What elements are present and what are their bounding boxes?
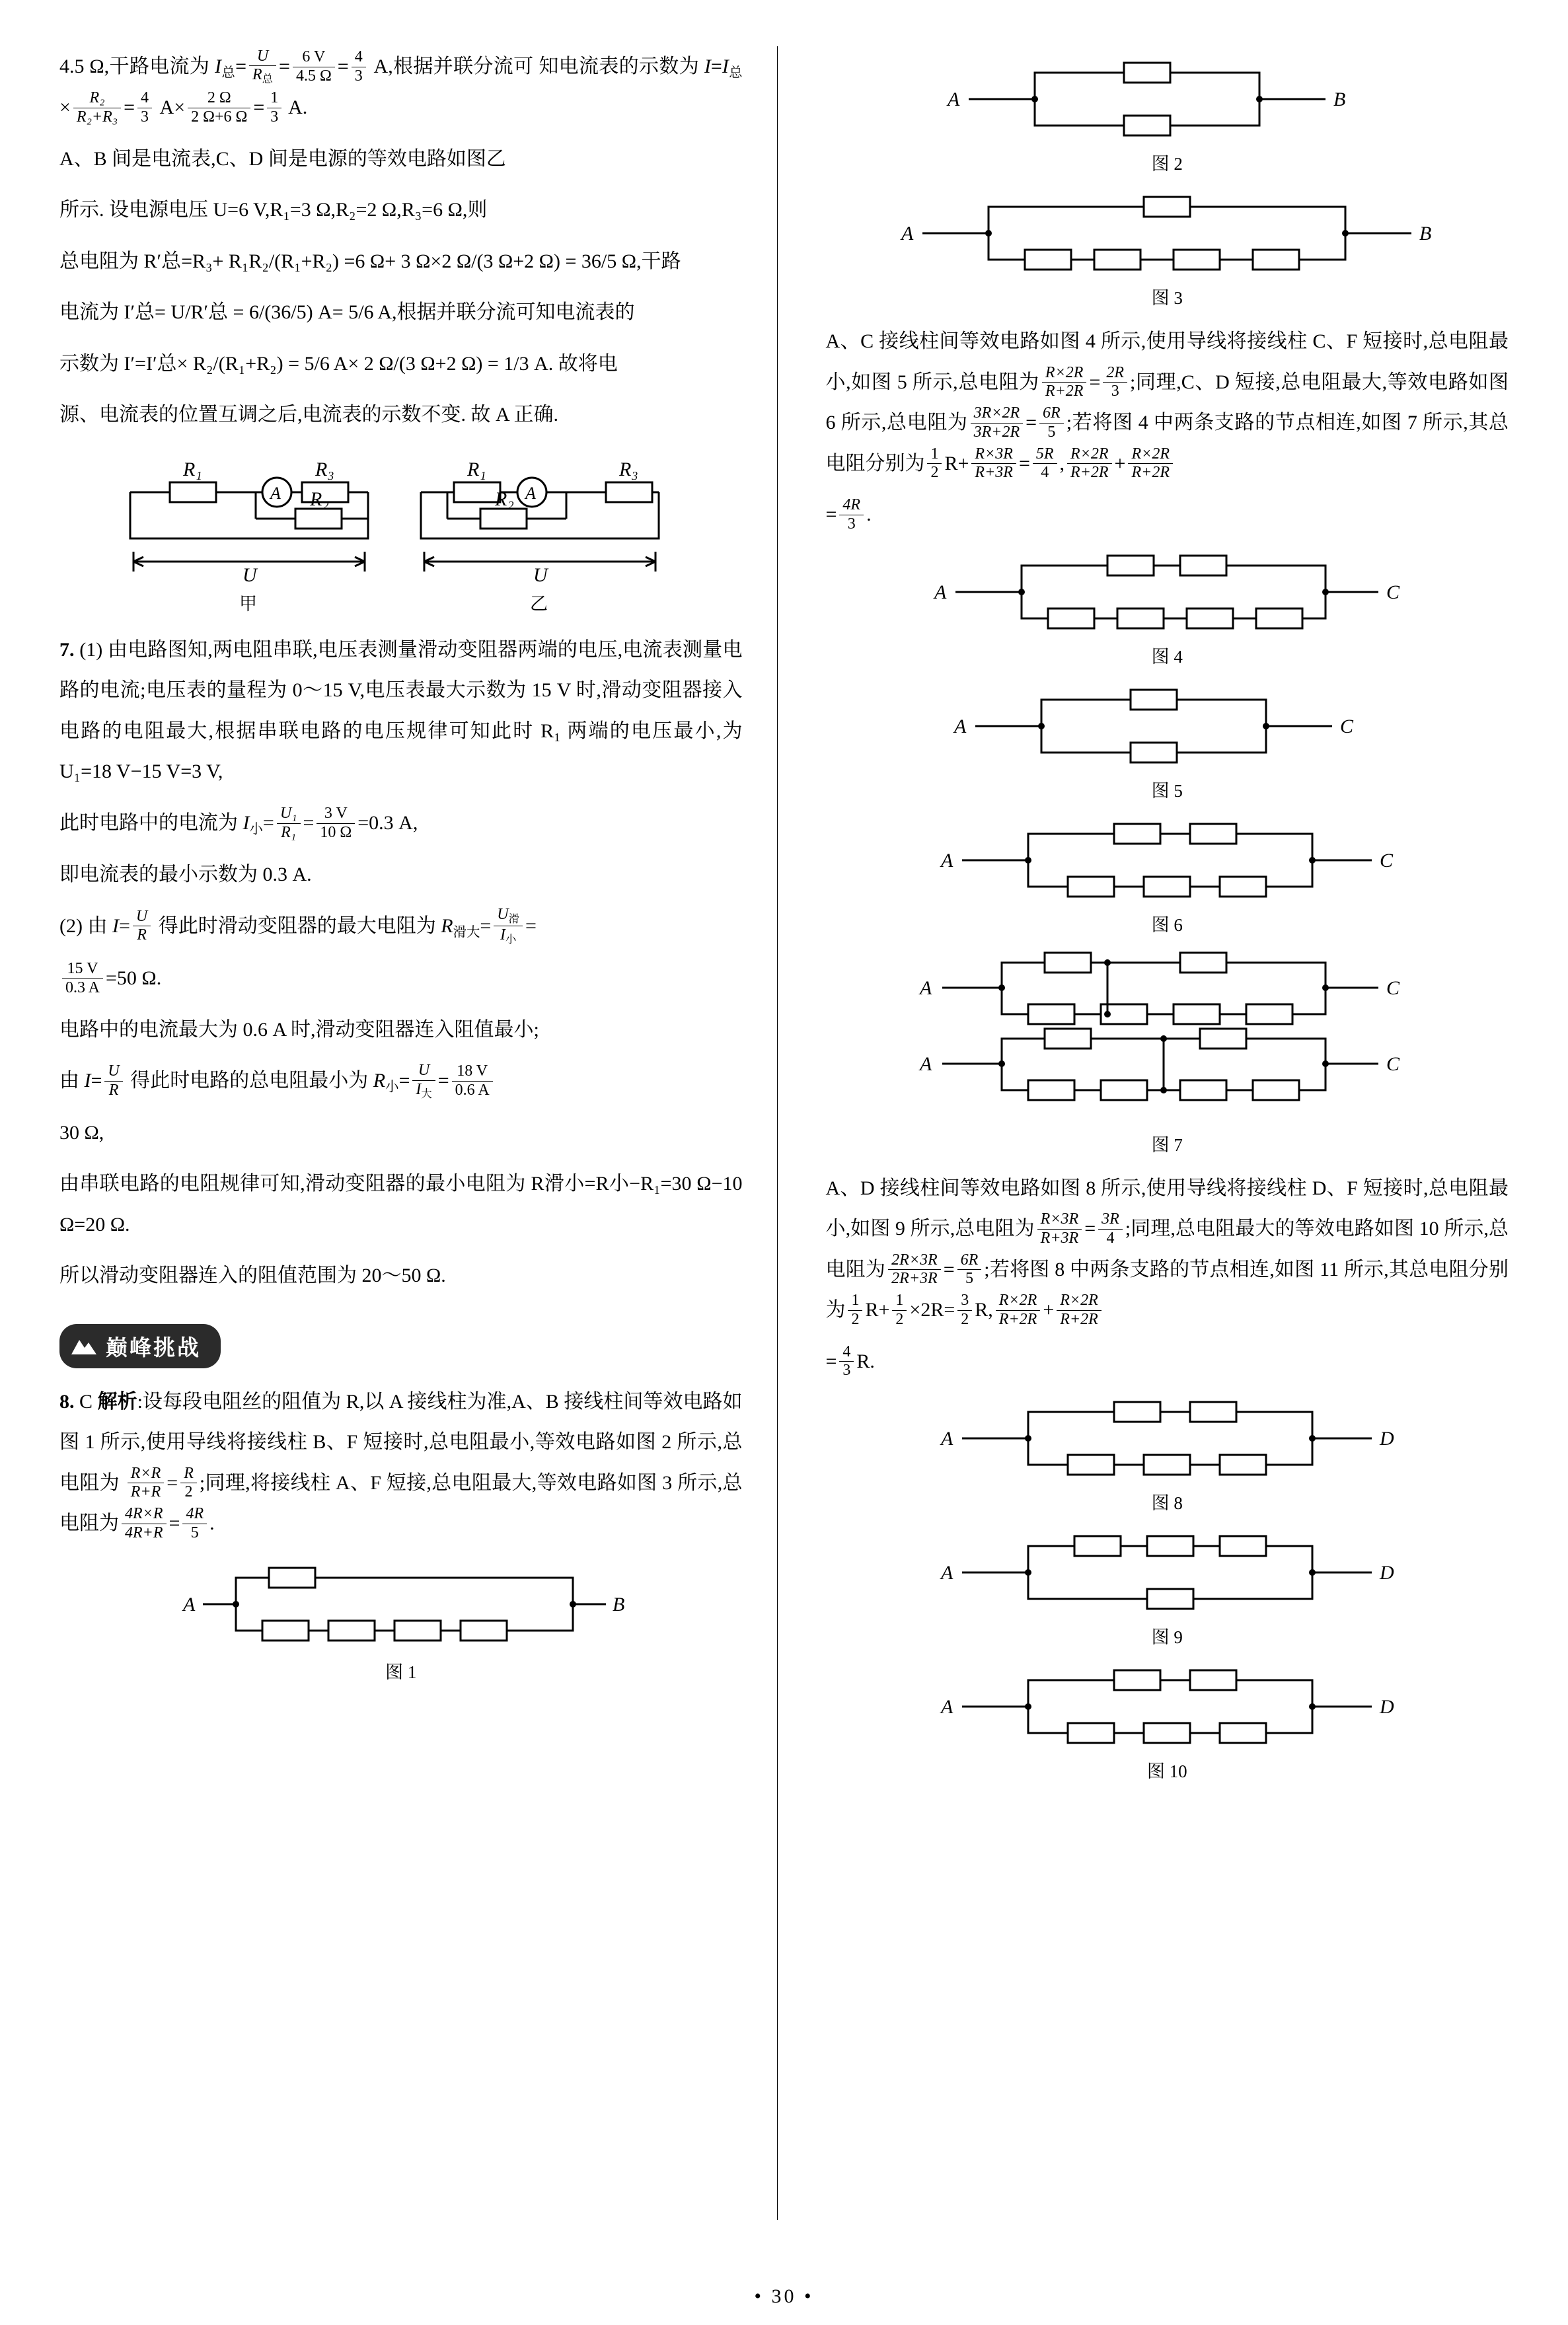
denominator: 2 — [930, 464, 939, 482]
text-fragment: ;同理,总电阻最大的等效电路如图 10 所示,总电阻为 — [825, 1218, 1509, 1280]
numerator: U — [418, 1062, 430, 1080]
fraction — [122, 1505, 167, 1542]
numerator: 4 — [352, 48, 366, 67]
numerator: 2R×3R — [891, 1251, 938, 1269]
numerator: 4R — [186, 1505, 204, 1523]
text-fragment: A× — [155, 96, 186, 119]
denominator: 3 — [141, 108, 149, 126]
paragraph-line-3: 总电阻为 R′总=R₃+ R₁R₂/(R₁+R₂) =6 Ω+ 3 Ω×2 Ω/(3 Ω+2 Ω) = 36/5 Ω,干路 — [59, 250, 681, 272]
symbol-I: I — [704, 55, 711, 77]
numerator: 3 V — [317, 805, 355, 824]
times: × — [59, 96, 71, 119]
fraction — [927, 445, 942, 482]
numerator: 4 — [137, 89, 152, 108]
numerator: U — [135, 907, 148, 925]
fraction — [188, 89, 250, 126]
denominator: 3 — [847, 515, 856, 533]
denominator: 5 — [190, 1524, 199, 1541]
numerator: U — [256, 47, 269, 65]
symbol-R: R — [373, 1070, 386, 1092]
numerator: 5R — [1035, 445, 1054, 462]
figure-9-right-terminal: D — [1380, 1562, 1394, 1584]
fraction — [839, 1343, 854, 1380]
equals: = — [710, 55, 722, 77]
question-7-part2 — [59, 906, 743, 948]
equals: = — [337, 55, 349, 77]
figure-5-caption: 图 5 — [1151, 780, 1183, 801]
figure-4-left-terminal: A — [934, 581, 947, 603]
figure-7a-left-terminal: A — [920, 977, 932, 999]
denominator: I — [500, 926, 505, 944]
equals: = — [167, 1471, 178, 1494]
ammeter-symbol-yi: A — [525, 483, 536, 503]
mountain-icon — [70, 1336, 98, 1356]
analysis-text-3: . — [209, 1512, 215, 1535]
fraction — [494, 906, 523, 946]
denominator: R+2R — [1045, 383, 1084, 400]
symbol-I: I — [215, 55, 222, 77]
paragraph-6-continued — [59, 46, 743, 128]
question-7-line2 — [59, 803, 743, 844]
figure-7a-right-terminal: C — [1386, 977, 1400, 999]
figure-3 — [825, 187, 1509, 309]
text-fragment: =0.3 A, — [357, 811, 418, 834]
numerator: 6R — [960, 1251, 979, 1269]
two-column-body — [59, 46, 1509, 2227]
label-R3-yi: R₃ — [618, 458, 638, 480]
text-fragment: ;若将图 8 中两条支路的节点相连,如图 11 所示,其总电阻分别为 — [825, 1258, 1509, 1321]
figure-2-caption: 图 2 — [1151, 154, 1183, 174]
subscript: 大 — [421, 1087, 432, 1100]
equals: = — [262, 811, 274, 834]
figure-7b-left-terminal: A — [920, 1052, 932, 1075]
paragraph-line-1: A、B 间是电流表,C、D 间是电源的等效电路如图乙 — [59, 147, 506, 170]
symbol-R: R — [441, 914, 453, 937]
text-fragment: A,根据并联分流可 — [368, 55, 534, 77]
paragraph-line-4: 电流为 I′总= U/R′总 = 6/(36/5) A= 5/6 A,根据并联分流可知电流表的 — [59, 301, 635, 324]
figure-3-left-terminal: A — [901, 223, 914, 244]
numerator: 2R — [1106, 363, 1125, 381]
figure-7b-right-terminal: C — [1386, 1052, 1400, 1075]
fraction — [104, 1062, 122, 1099]
figure-10-caption: 图 10 — [1146, 1761, 1187, 1781]
figure-9 — [825, 1526, 1509, 1648]
label-U-yi: U — [533, 564, 548, 586]
equals: = — [943, 1258, 955, 1280]
denominator: 2 — [895, 1310, 904, 1328]
numerator: R×3R — [1040, 1210, 1079, 1228]
paragraph-line-5: 示数为 I′=I′总× R₂/(R₁+R₂) = 5/6 A× 2 Ω/(3 Ω+2 Ω) = 1/3 A. 故将电 — [59, 352, 618, 375]
numerator: 6R — [1043, 404, 1061, 422]
question-8-analysis — [59, 1382, 743, 1544]
numerator: 4 — [839, 1343, 854, 1362]
fraction — [1039, 404, 1064, 441]
text-fragment: 得此时电路的总电阻最小为 — [125, 1070, 373, 1092]
column-divider — [777, 46, 778, 2220]
figure-3-caption: 图 3 — [1151, 288, 1183, 308]
figure-1 — [59, 1555, 743, 1683]
fraction — [839, 496, 864, 533]
figure-6 — [825, 814, 1509, 936]
equals: = — [437, 1070, 449, 1092]
subscript: 小 — [385, 1080, 399, 1095]
figure-6-caption: 图 6 — [1151, 914, 1183, 935]
text-fragment: 得此时滑动变阻器的最大电阻为 — [153, 914, 441, 937]
denominator: 5 — [965, 1270, 973, 1288]
figure-5 — [825, 680, 1509, 802]
question-7-line5: 电路中的电流最大为 0.6 A 时,滑动变阻器连入阻值最小; — [59, 1018, 539, 1041]
text-fragment: R+ — [865, 1299, 890, 1321]
denominator: R+R — [130, 1483, 161, 1501]
fraction — [180, 1465, 197, 1502]
fraction — [62, 960, 103, 997]
fraction — [1128, 445, 1173, 482]
equals: = — [91, 1070, 102, 1092]
equals: = — [118, 914, 130, 937]
fraction — [133, 908, 151, 945]
fraction — [1098, 1210, 1123, 1247]
fraction — [848, 1292, 862, 1329]
subscript: 滑 — [508, 912, 519, 926]
figure-1-right-terminal: B — [612, 1593, 625, 1615]
equals: = — [1084, 1218, 1096, 1239]
figure-label-yi: 乙 — [529, 593, 548, 614]
fraction — [73, 89, 121, 126]
numerator: R×2R — [1045, 363, 1084, 381]
denominator: 3 — [1111, 383, 1119, 400]
text-fragment: ;同理,C、D 短接,总电阻最大,等效电路如图 6 所示,总电阻为 — [825, 371, 1509, 433]
fraction — [996, 1292, 1041, 1329]
numerator: 4R — [842, 496, 861, 514]
denominator: 4.5 Ω — [295, 67, 332, 85]
subscript: 总 — [262, 73, 274, 86]
denominator: R+2R — [998, 1310, 1037, 1328]
figure-2-left-terminal: A — [948, 89, 960, 110]
fraction — [267, 89, 281, 126]
equals: = — [825, 503, 837, 525]
figure-10-right-terminal: D — [1380, 1696, 1394, 1718]
denominator: R — [137, 926, 147, 944]
denominator: 10 Ω — [320, 823, 352, 841]
numerator: R×2R — [998, 1292, 1037, 1310]
period: . — [866, 503, 872, 525]
figure-2-right-terminal: B — [1333, 89, 1346, 110]
figure-10-left-terminal: A — [941, 1696, 953, 1718]
numerator: 1 — [848, 1292, 862, 1311]
fraction — [1033, 445, 1057, 482]
question-7-line9: 所以滑动变阻器连入的阻值范围为 20～50 Ω. — [59, 1265, 446, 1287]
fraction — [1037, 1210, 1082, 1247]
numerator: R×3R — [975, 445, 1013, 462]
equals: = — [1089, 371, 1101, 393]
equals: = — [398, 1070, 410, 1092]
subscript: 总 — [221, 65, 236, 81]
numerator: R₂ — [89, 89, 105, 107]
figure-label-jia: 甲 — [239, 593, 257, 614]
numerator: U — [497, 906, 509, 924]
paragraph-AC — [825, 321, 1509, 484]
figure-4-right-terminal: C — [1386, 581, 1400, 603]
question-number: 8. — [59, 1390, 75, 1413]
equals: = — [235, 55, 247, 77]
analysis-text: :设每段电阻丝的阻值为 R,以 A 接线柱为准,A、B 接线柱间等效电路如图 1 所示,使用导线将接线柱 B、F 短接时,总电阻最小,等效电路如图 2 所示,总电阻为 — [59, 1390, 743, 1494]
text-fragment: 此时电路中的电流为 — [59, 811, 243, 834]
denominator: 2 — [961, 1310, 969, 1328]
text-fragment: ×2R= — [909, 1299, 955, 1321]
denominator: I — [416, 1080, 422, 1098]
numerator: 3R×2R — [973, 404, 1020, 422]
denominator: 0.6 A — [455, 1081, 490, 1099]
subscript: 滑大 — [453, 925, 480, 940]
fraction — [293, 48, 335, 85]
question-number: 7. — [59, 638, 75, 661]
fraction — [452, 1062, 493, 1099]
label-R2: R₂ — [309, 488, 329, 510]
text-fragment: =50 Ω. — [106, 967, 162, 990]
fraction — [1067, 445, 1112, 482]
label-R2-yi: R₂ — [494, 488, 514, 510]
subscript: 小 — [249, 822, 263, 837]
label-R3: R₃ — [315, 458, 334, 480]
fraction — [317, 805, 355, 842]
fraction — [1103, 364, 1127, 401]
numerator: R×2R — [1070, 445, 1109, 462]
equals: = — [1018, 452, 1030, 474]
paragraph-line-6: 源、电流表的位置互调之后,电流表的示数不变. 故 A 正确. — [59, 404, 559, 426]
denominator: 4R+R — [125, 1524, 163, 1541]
denominator: R+2R — [1131, 464, 1170, 482]
numerator: R×2R — [1060, 1292, 1098, 1310]
denominator: 3 — [270, 108, 279, 126]
text-fragment: R. — [856, 1350, 875, 1372]
numerator: 1 — [927, 445, 942, 464]
denominator: R — [252, 66, 262, 84]
page-number: • 30 • — [754, 2285, 814, 2307]
fraction — [352, 48, 366, 85]
section-badge-peak-challenge — [59, 1324, 221, 1368]
numerator: U — [108, 1062, 120, 1080]
denominator: 3 — [842, 1362, 851, 1380]
figure-9-left-terminal: A — [941, 1562, 953, 1584]
denominator: 2 — [184, 1483, 193, 1501]
paragraph-AD-tail — [825, 1341, 1509, 1382]
label-U-jia: U — [242, 564, 257, 586]
equals: = — [303, 811, 315, 834]
question-7-line7: 30 Ω, — [59, 1121, 104, 1144]
denominator: 4 — [1106, 1229, 1115, 1247]
fraction — [888, 1251, 941, 1288]
denominator: 2 Ω+6 Ω — [191, 108, 248, 126]
equals: = — [825, 1350, 837, 1372]
equals: = — [1026, 412, 1037, 433]
figure-8-left-terminal: A — [941, 1428, 953, 1450]
answer-letter: C — [79, 1390, 93, 1413]
equals: = — [124, 96, 135, 119]
fraction — [971, 445, 1016, 482]
figure-5-left-terminal: A — [954, 715, 967, 737]
text-fragment: A、C 接线柱间等效电路如图 4 所示,使用导线将接线柱 C、F 短接时,总电阻最小,如图 5 所示,总电阻为 — [825, 330, 1509, 393]
figure-1-caption: 图 1 — [385, 1662, 417, 1682]
text-fragment: (2) 由 — [59, 914, 112, 937]
figure-6-left-terminal: A — [941, 849, 953, 871]
denominator: 0.3 A — [65, 978, 100, 996]
fraction — [892, 1292, 907, 1329]
denominator: R₂+R₃ — [76, 108, 118, 126]
numerator: 6 V — [293, 48, 335, 67]
fraction — [971, 404, 1024, 441]
denominator: R — [108, 1081, 119, 1099]
numerator: 1 — [267, 89, 281, 108]
numerator: 3R — [1101, 1210, 1119, 1228]
question-7-line6 — [59, 1060, 743, 1101]
denominator: R+3R — [975, 464, 1013, 482]
numerator: R×R — [130, 1464, 161, 1482]
text-fragment: R, — [975, 1299, 993, 1321]
figure-10 — [825, 1660, 1509, 1783]
question-7-line8: 由串联电路的电阻规律可知,滑动变阻器的最小电阻为 R滑小=R小−R₁=30 Ω−10 Ω=20 Ω. — [59, 1173, 743, 1236]
figure-4-caption: 图 4 — [1151, 646, 1183, 667]
figure-8-caption: 图 8 — [1151, 1493, 1183, 1513]
denominator: 2R+3R — [891, 1270, 938, 1288]
paragraph-line-2: 所示. 设电源电压 U=6 V,R₁=3 Ω,R₂=2 Ω,R₃=6 Ω,则 — [59, 199, 488, 221]
numerator: 15 V — [62, 960, 103, 979]
subscript: 小 — [505, 933, 517, 946]
equals: = — [525, 914, 537, 937]
fraction — [412, 1062, 435, 1101]
question-7-text: (1) 由电路图知,两电阻串联,电压表测量滑动变阻器两端的电压,电流表测量电路的电流;电压表的量程为 0～15 V,电压表最大示数为 15 V 时,滑动变阻器接入电路的电阻最大,根据串联电路的电压规律可知此时 R₁ 两端的电压最小,为 U₁=18 V−15 V=3 V, — [59, 638, 743, 783]
figure-2 — [825, 53, 1509, 175]
numerator: R×2R — [1131, 445, 1170, 462]
fraction — [182, 1505, 207, 1542]
numerator: 18 V — [452, 1062, 493, 1082]
text-fragment: ;若将图 4 中两条支路的节点相连,如图 7 所示,其总电阻分别为 — [825, 412, 1509, 474]
plus: + — [1043, 1299, 1055, 1321]
text-fragment: , — [1059, 452, 1065, 474]
subscript: 总 — [728, 65, 743, 81]
numerator: 4R×R — [125, 1505, 163, 1523]
denominator: 3 — [354, 67, 363, 85]
paragraph-AD — [825, 1168, 1509, 1331]
fraction — [957, 1292, 972, 1329]
text-fragment: 知电流表的示数为 — [539, 55, 704, 77]
figure-7 — [825, 948, 1509, 1156]
paragraph-AC-tail — [825, 494, 1509, 535]
text-fragment: A、D 接线柱间等效电路如图 8 所示,使用导线将接线柱 D、F 短接时,总电阻最小,如图 9 所示,总电阻为 — [825, 1177, 1509, 1239]
numerator: R — [184, 1464, 194, 1482]
figure-6-right-terminal: C — [1380, 849, 1394, 871]
denominator: R+3R — [1040, 1229, 1079, 1247]
figure-4 — [825, 546, 1509, 668]
badge-label: 巅峰挑战 — [106, 1335, 201, 1360]
symbol-I: I — [243, 811, 250, 834]
numerator: U₁ — [280, 804, 297, 822]
fraction — [277, 805, 301, 842]
analysis-text-2: ;同理,将接线柱 A、F 短接,总电阻最大,等效电路如图 3 所示,总电阻为 — [59, 1471, 743, 1535]
right-column — [786, 46, 1509, 2227]
text-fragment: 4.5 Ω,干路电流为 — [59, 55, 215, 77]
text-fragment: 由 — [59, 1070, 85, 1092]
figure-8 — [825, 1392, 1509, 1514]
fraction — [249, 48, 276, 87]
equals: = — [253, 96, 265, 119]
text-fragment: A. — [284, 96, 308, 119]
figure-3-right-terminal: B — [1419, 223, 1432, 244]
denominator: R+2R — [1070, 464, 1109, 482]
question-7-part2-cont — [59, 958, 743, 999]
denominator: 5 — [1047, 423, 1056, 441]
fraction — [128, 1465, 165, 1502]
left-column — [59, 46, 769, 2227]
numerator: 2 Ω — [188, 89, 250, 108]
text-fragment: R+ — [944, 452, 969, 474]
equals: = — [168, 1512, 180, 1535]
symbol-I: I — [84, 1070, 91, 1092]
analysis-label: 解析 — [97, 1390, 137, 1413]
fraction — [1057, 1292, 1101, 1329]
numerator: 3 — [957, 1292, 972, 1311]
figure-7-caption: 图 7 — [1151, 1134, 1183, 1155]
ammeter-symbol: A — [270, 483, 281, 503]
numerator: 1 — [892, 1292, 907, 1311]
denominator: R₁ — [281, 823, 297, 841]
figure-jia-yi — [59, 446, 743, 618]
label-R1-yi: R₁ — [467, 458, 486, 480]
fraction — [137, 89, 152, 126]
symbol-I: I — [722, 55, 729, 77]
question-7-line3: 即电流表的最小示数为 0.3 A. — [59, 864, 312, 886]
fraction — [1042, 364, 1087, 401]
equals: = — [480, 914, 492, 937]
plus: + — [1114, 452, 1126, 474]
figure-1-left-terminal: A — [182, 1593, 196, 1615]
fraction — [957, 1251, 982, 1288]
label-R1: R₁ — [182, 458, 202, 480]
denominator: 3R+2R — [973, 423, 1020, 441]
question-7-part1 — [59, 630, 743, 792]
equals: = — [279, 55, 290, 77]
figure-5-right-terminal: C — [1340, 715, 1354, 737]
denominator: R+2R — [1060, 1310, 1098, 1328]
figure-9-caption: 图 9 — [1151, 1627, 1183, 1647]
denominator: 4 — [1041, 464, 1049, 482]
figure-8-right-terminal: D — [1380, 1428, 1394, 1450]
denominator: 2 — [851, 1310, 860, 1328]
symbol-I: I — [112, 914, 119, 937]
